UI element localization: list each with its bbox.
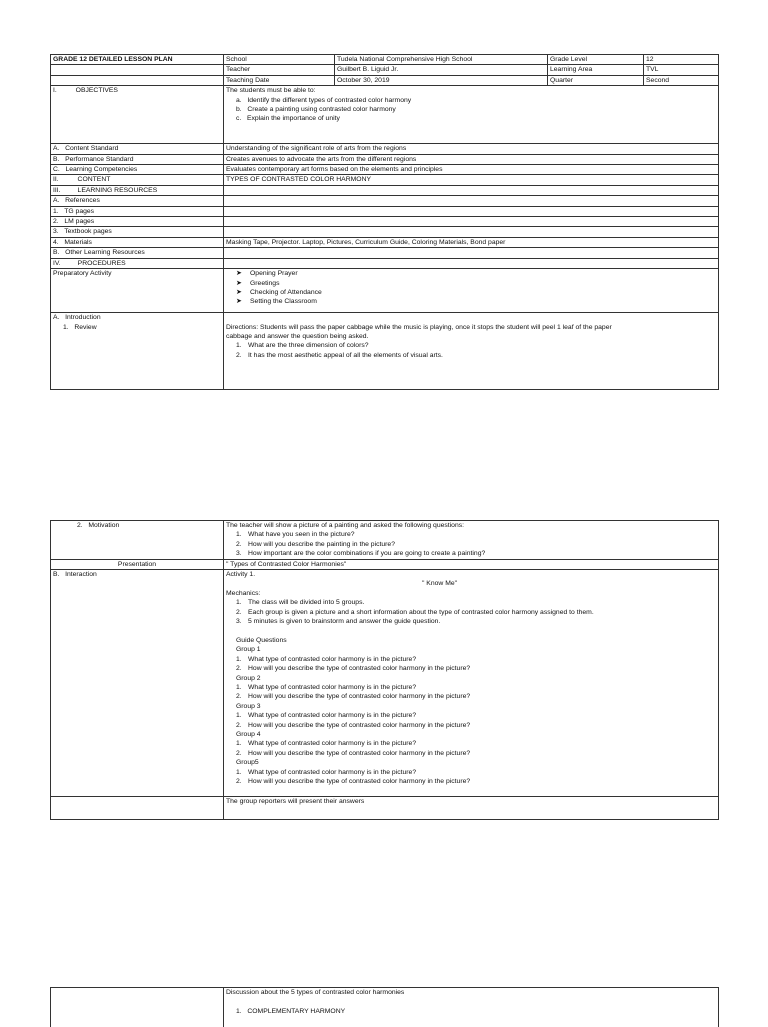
reporters-text: The group reporters will present their answers	[224, 796, 719, 819]
date-label: Teaching Date	[224, 75, 335, 85]
objective-item: c. Explain the importance of unity	[226, 114, 716, 123]
learning-resources-row: III. LEARNING RESOURCES	[51, 185, 719, 195]
header-row-2	[51, 65, 719, 75]
motivation-content: The teacher will show a picture of a painting and asked the following questions: 1. What have you seen in the picture? 2. How will you describe the painting in the picture? 3. How important are the color combinations if you are going to create a painting?	[224, 521, 719, 560]
introduction-content: Directions: Students will pass the paper cabbage while the music is playing, once it stops the student will peel 1 leaf of the paper cabbage and answer the question being asked. 1. What are the three dimension of colors? 2. It has the most aesthetic appeal of all the elements of visual arts.	[224, 313, 719, 390]
doc-title: GRADE 12 DETAILED LESSON PLAN	[51, 55, 224, 65]
preparatory-row	[51, 269, 719, 313]
motivation-row	[51, 521, 719, 560]
preparatory-item: ➤ Opening Prayer	[226, 269, 716, 278]
discussion-row	[51, 988, 719, 1027]
preparatory-label: Preparatory Activity	[51, 269, 224, 313]
lesson-plan-table-3	[50, 987, 719, 1027]
lesson-plan-page-1	[50, 54, 719, 390]
motivation-label: 2. Motivation	[51, 521, 224, 560]
arrow-bullet-icon: ➤	[236, 269, 250, 278]
area-value: TVL	[644, 65, 719, 75]
grade-value: 12	[644, 55, 719, 65]
quarter-label: Quarter	[548, 75, 644, 85]
content-row: II. CONTENT TYPES OF CONTRASTED COLOR HARMONY	[51, 175, 719, 185]
presentation-row	[51, 559, 719, 569]
teacher-value: Guilbert B. Liguid Jr.	[335, 65, 548, 75]
teacher-label: Teacher	[224, 65, 335, 75]
presentation-value: " Types of Contrasted Color Harmonies"	[224, 559, 719, 569]
header-row-3	[51, 75, 719, 85]
objectives-row	[51, 86, 719, 144]
reporters-row	[51, 796, 719, 819]
tg-pages-row: 1. TG pages	[51, 206, 719, 216]
quarter-value: Second	[644, 75, 719, 85]
content-standard-row: A. Content Standard Understanding of the significant role of arts from the regions	[51, 144, 719, 154]
lm-pages-row: 2. LM pages	[51, 217, 719, 227]
objective-item: a. Identify the different types of contrasted color harmony	[226, 96, 716, 105]
grade-label: Grade Level	[548, 55, 644, 65]
preparatory-item: ➤ Setting the Classroom	[226, 297, 716, 306]
objectives-label: I. OBJECTIVES	[51, 86, 224, 144]
references-row: A. References	[51, 196, 719, 206]
competencies-row: C. Learning Competencies Evaluates contemporary art forms based on the elements and principles	[51, 165, 719, 175]
lesson-plan-table-2	[50, 520, 719, 820]
arrow-bullet-icon: ➤	[236, 279, 250, 288]
introduction-label: A. Introduction 1. Review	[51, 313, 224, 390]
area-label: Learning Area	[548, 65, 644, 75]
preparatory-item: ➤ Greetings	[226, 279, 716, 288]
objectives-content: The students must be able to: a. Identify the different types of contrasted color harmony b. Create a painting using contrasted color harmony c. Explain the importance of unity	[224, 86, 719, 144]
introduction-row	[51, 313, 719, 390]
lesson-plan-table-1	[50, 54, 719, 390]
objective-item: b. Create a painting using contrasted color harmony	[226, 105, 716, 114]
lesson-plan-page-2	[50, 520, 719, 820]
performance-standard-row: B. Performance Standard Creates avenues to advocate the arts from the different regions	[51, 154, 719, 164]
discussion-content: Discussion about the 5 types of contrasted color harmonies 1. COMPLEMENTARY HARMONY	[224, 988, 719, 1027]
preparatory-item: ➤ Checking of Attendance	[226, 288, 716, 297]
interaction-label: B. Interaction	[51, 570, 224, 797]
school-value: Tudela National Comprehensive High School	[335, 55, 548, 65]
materials-row: 4. Materials Masking Tape, Projector. Laptop, Pictures, Curriculum Guide, Coloring Materials, Bond paper	[51, 237, 719, 247]
header-row-1	[51, 55, 719, 65]
school-label: School	[224, 55, 335, 65]
other-resources-row: B. Other Learning Resources	[51, 248, 719, 258]
presentation-label: Presentation	[51, 559, 224, 569]
date-value: October 30, 2019	[335, 75, 548, 85]
interaction-content: Activity 1. " Know Me" Mechanics: 1. The class will be divided into 5 groups. 2. Each group is given a picture and a short information about the type of contrasted color harmony assigned to them. 3. 5 minutes is given to brainstorm and answer the guide question. Guide Questions Group 1 1. What type of contrasted color harmony is in the picture? 2. How will you describe the type of contrasted color harmony in the picture? Group 2 1. What type of contrasted color harmony is in the picture? 2. How will you describe the type of contrasted color harmony in the picture? Group 3 1. What type of contrasted color harmony is in the picture? 2. How will you describe the type of contrasted color harmony in the picture? Group 4 1. What type of contrasted color harmony is in the picture? 2. How will you describe the type of contrasted color harmony in the picture? Group5 1. What type of contrasted color harmony is in the picture? 2. How will you describe the type of contrasted color harmony in the picture?	[224, 570, 719, 797]
lesson-plan-page-3	[50, 987, 719, 1027]
textbook-pages-row: 3. Textbook pages	[51, 227, 719, 237]
interaction-row	[51, 570, 719, 797]
preparatory-list	[224, 269, 719, 313]
arrow-bullet-icon: ➤	[236, 288, 250, 297]
arrow-bullet-icon: ➤	[236, 297, 250, 306]
procedures-row: IV. PROCEDURES	[51, 258, 719, 268]
